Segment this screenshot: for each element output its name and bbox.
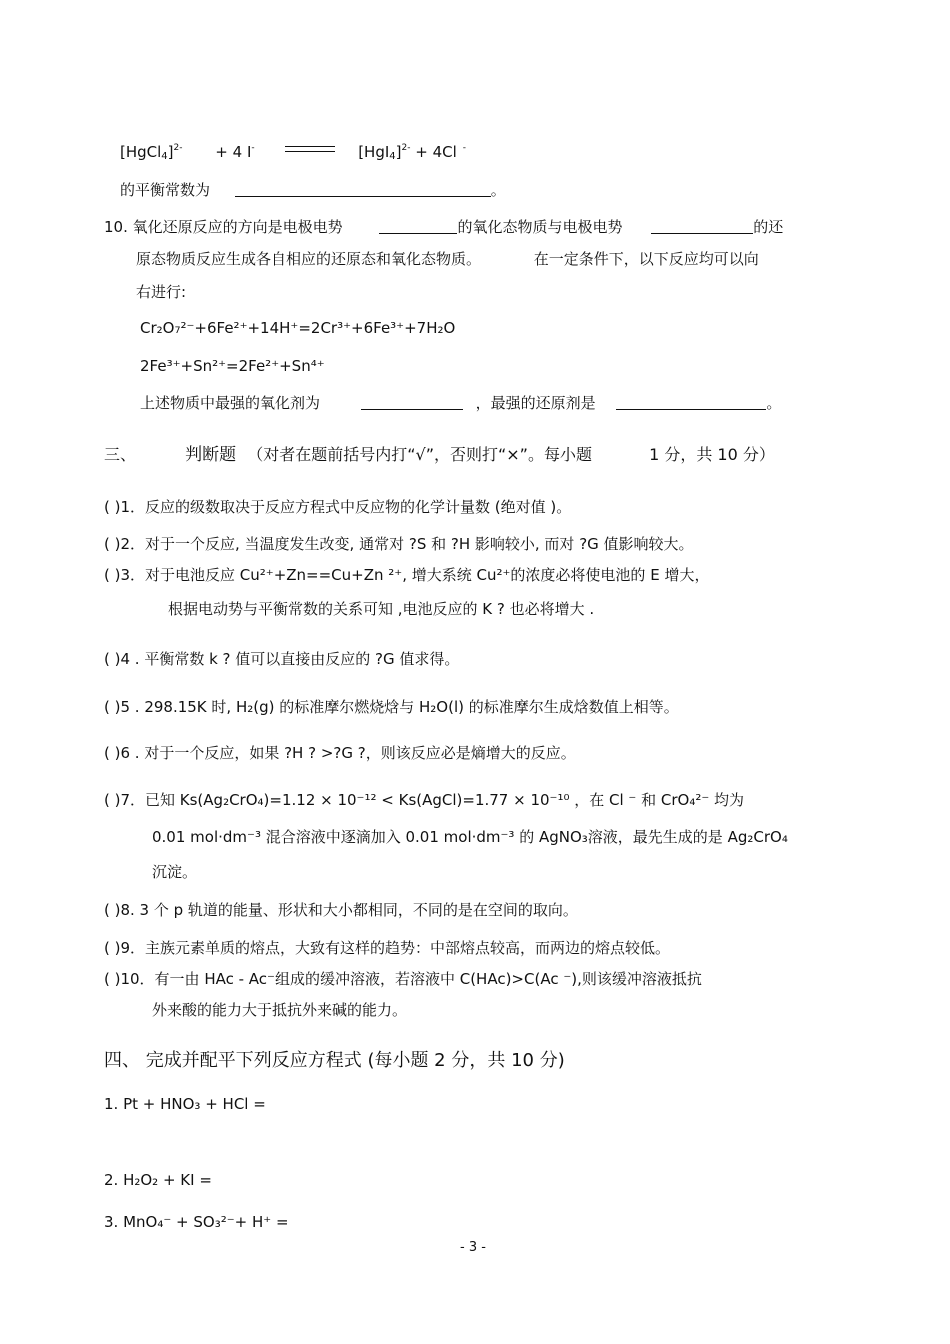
- question-text: 原态物质反应生成各自相应的还原态和氧化态物质。: [136, 250, 482, 268]
- question-10-line-3: 右进行:: [136, 283, 187, 301]
- reaction-1: Cr₂O₇²⁻+6Fe²⁺+14H⁺=2Cr³⁺+6Fe³⁺+7H₂O: [140, 319, 456, 337]
- equilibrium-constant-question: [120, 180, 506, 200]
- subscript: 4: [161, 151, 168, 162]
- judge-question-7: ( )7．已知 Ks(Ag₂CrO₄)=1.12 × 10⁻¹² < Ks(AgCl)=1.77 × 10⁻¹⁰ ，在 Cl ⁻ 和 CrO₄²⁻ 均为: [104, 791, 745, 809]
- judge-question-5: ( )5 . 298.15K 时, H₂(g) 的标准摩尔燃烧焓与 H₂O(l) 的标准摩尔生成焓数值上相等。: [104, 698, 679, 716]
- judge-question-4: ( )4 . 平衡常数 k ? 值可以直接由反应的 ?G 值求得。: [104, 650, 460, 668]
- charge: -: [462, 143, 467, 153]
- judge-question-3-cont: 根据电动势与平衡常数的关系可知 ,电池反应的 K ? 也必将增大 .: [168, 600, 595, 618]
- question-10-line-1: [104, 217, 783, 237]
- judge-question-6: ( )6 . 对于一个反应，如果 ?H ? >?G ?，则该反应必是熵增大的反应。: [104, 744, 576, 762]
- question-text: 上述物质中最强的氧化剂为: [140, 394, 321, 412]
- question-text: 的氧化态物质与电极电势: [457, 218, 623, 236]
- answer-blank[interactable]: [651, 218, 753, 234]
- section-3-header: [104, 445, 775, 465]
- subscript: 4: [389, 151, 396, 162]
- reactant-complex: [HgCl: [120, 143, 162, 161]
- product-complex: [HgI: [358, 143, 390, 161]
- question-text: ，最强的还原剂是: [475, 394, 596, 412]
- answer-blank[interactable]: [235, 181, 491, 197]
- reaction-equation-2: 2. H₂O₂ + KI =: [104, 1171, 212, 1189]
- judge-question-7-end: 沉淀。: [152, 863, 198, 881]
- section-4-header: 四、 完成并配平下列反应方程式 (每小题 2 分，共 10 分): [104, 1050, 565, 1071]
- charge: 2-: [401, 143, 411, 153]
- question-text: 的平衡常数为: [120, 181, 211, 199]
- period: 。: [766, 394, 782, 412]
- judge-question-8: ( )8. 3 个 p 轨道的能量、形状和大小都相同，不同的是在空间的取向。: [104, 901, 578, 919]
- chloride-term: + 4Cl: [415, 143, 457, 161]
- charge: -: [251, 143, 255, 153]
- oxidant-blank[interactable]: [361, 394, 463, 410]
- question-text: 氧化还原反应的方向是电极电势: [132, 218, 343, 236]
- question-text: 在一定条件下，以下反应均可以向: [533, 250, 759, 268]
- judge-question-9: ( )9．主族元素单质的熔点，大致有这样的趋势：中部熔点较高，而两边的熔点较低。: [104, 939, 671, 957]
- question-text: 的还: [753, 218, 784, 236]
- judge-question-2: ( )2．对于一个反应, 当温度发生改变, 通常对 ?S 和 ?H 影响较小, 而对 ?G 值影响较大。: [104, 535, 694, 553]
- bracket: ]: [167, 143, 174, 161]
- judge-question-1: ( )1．反应的级数取决于反应方程式中反应物的化学计量数 (绝对值 )。: [104, 498, 572, 516]
- equilibrium-arrow-icon: [285, 146, 335, 154]
- reaction-equation-3: 3. MnO₄⁻ + SO₃²⁻+ H⁺ =: [104, 1213, 289, 1231]
- answer-blank[interactable]: [379, 218, 457, 234]
- reaction-2: 2Fe³⁺+Sn²⁺=2Fe²⁺+Sn⁴⁺: [140, 357, 325, 375]
- iodide-term: + 4 I: [215, 143, 252, 161]
- bracket: ]: [395, 143, 402, 161]
- section-note: （对者在题前括号内打“√”，否则打“×”。每小题: [247, 445, 592, 464]
- section-number: 三、: [104, 445, 137, 464]
- period: 。: [490, 181, 506, 199]
- judge-question-10: ( )10．有一由 HAc - Ac⁻组成的缓冲溶液，若溶液中 C(HAc)>C(Ac ⁻),则该缓冲溶液抵抗: [104, 970, 702, 988]
- reaction-equation-1: 1. Pt + HNO₃ + HCl =: [104, 1095, 266, 1113]
- question-number: 10.: [104, 218, 128, 236]
- question-10-answers: [140, 393, 781, 413]
- section-score: 1 分，共 10 分）: [649, 445, 775, 464]
- charge: 2-: [173, 143, 183, 153]
- question-10-line-2: [136, 249, 759, 269]
- judge-question-7-cont: 0.01 mol·dm⁻³ 混合溶液中逐滴加入 0.01 mol·dm⁻³ 的 AgNO₃溶液，最先生成的是 Ag₂CrO₄: [152, 828, 788, 846]
- reductant-blank[interactable]: [616, 394, 766, 410]
- judge-question-10-cont: 外来酸的能力大于抵抗外来碱的能力。: [152, 1001, 408, 1019]
- hg-equilibrium-equation: [120, 142, 466, 162]
- judge-question-3: ( )3．对于电池反应 Cu²⁺+Zn==Cu+Zn ²⁺, 增大系统 Cu²⁺的浓度必将使电池的 E 增大，: [104, 566, 710, 584]
- section-title: 判断题: [185, 445, 237, 465]
- page-number: - 3 -: [460, 1240, 486, 1255]
